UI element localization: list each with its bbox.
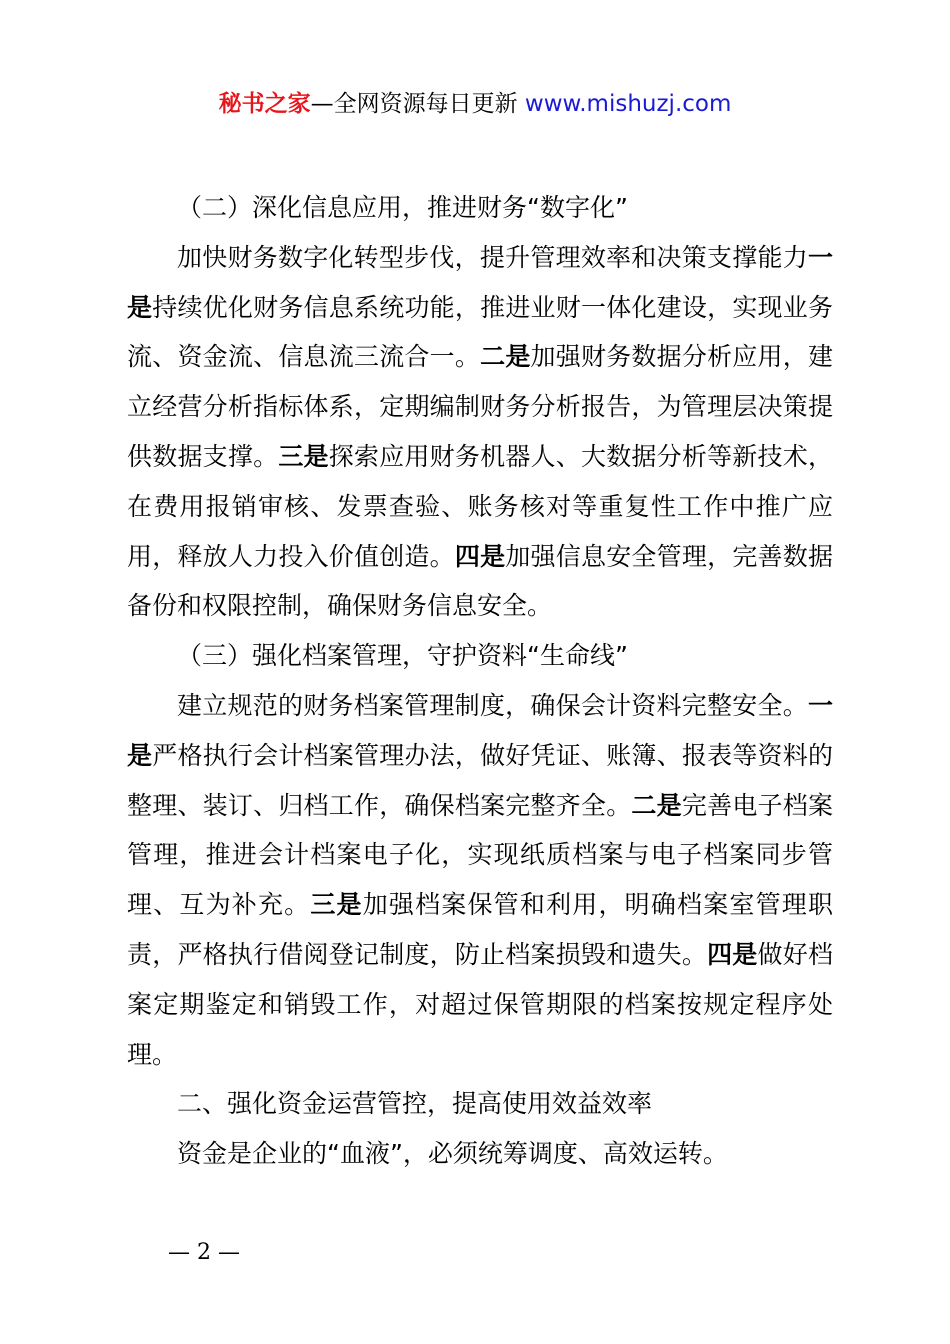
item-text: 持续优化财务信息系统功能，推进业财一体化建设，实现业务流、资金流、信息流三流合一。 <box>127 292 833 372</box>
section-paragraph <box>127 681 833 1079</box>
item-text: 加强财务数据分析应用，建立经营分析指标体系，定期编制财务分析报告，为管理层决策提供数据支撑。 <box>127 342 833 471</box>
section-intro: 建立规范的财务档案管理制度，确保会计资料完整安全。 <box>177 690 808 720</box>
item-text: 严格执行会计档案管理办法，做好凭证、账簿、报表等资料的整理、装订、归档工作，确保档案完整齐全。 <box>127 740 833 820</box>
section-intro: 加快财务数字化转型步伐，提升管理效率和决策支撑能力 <box>177 242 808 272</box>
section-heading: （三）强化档案管理，守护资料“生命线” <box>177 641 628 671</box>
closing-paragraph: 资金是企业的“血液”，必须统筹调度、高效运转。 <box>177 1139 728 1169</box>
site-header <box>0 86 950 122</box>
section-paragraph <box>127 233 833 631</box>
header-tagline: —全网资源每日更新 <box>310 91 525 117</box>
item-label: 三是 <box>278 441 329 471</box>
item-label: 四是 <box>454 541 506 571</box>
header-url-link[interactable]: www.mishuzj.com <box>524 91 732 117</box>
item-text: 探索应用财务机器人、大数据分析等新技术，在费用报销审核、发票查验、账务核对等重复性工作中推广应用，释放人力投入价值创造。 <box>127 441 833 571</box>
item-label: 二是 <box>480 342 531 372</box>
document-body <box>127 183 833 1179</box>
main-heading: 二、强化资金运营管控，提高使用效益效率 <box>177 1089 653 1119</box>
item-label: 二是 <box>631 790 682 820</box>
item-label: 四是 <box>707 939 758 969</box>
brand-name: 秘书之家 <box>218 91 311 117</box>
item-text: 加强信息安全管理，完善数据备份和权限控制，确保财务信息安全。 <box>127 541 833 621</box>
section-heading: （二）深化信息应用，推进财务“数字化” <box>177 193 628 222</box>
page-number: — 2 — <box>168 1240 240 1265</box>
item-label: 一是 <box>127 690 833 770</box>
item-label: 三是 <box>310 890 363 920</box>
item-text: 加强档案保管和利用，明确档案室管理职责，严格执行借阅登记制度，防止档案损毁和遗失。 <box>127 890 833 969</box>
item-text: 做好档案定期鉴定和销毁工作，对超过保管期限的档案按规定程序处理。 <box>127 939 833 1069</box>
item-text: 完善电子档案管理，推进会计档案电子化，实现纸质档案与电子档案同步管理、互为补充。 <box>127 790 833 920</box>
item-label: 一是 <box>127 242 833 322</box>
